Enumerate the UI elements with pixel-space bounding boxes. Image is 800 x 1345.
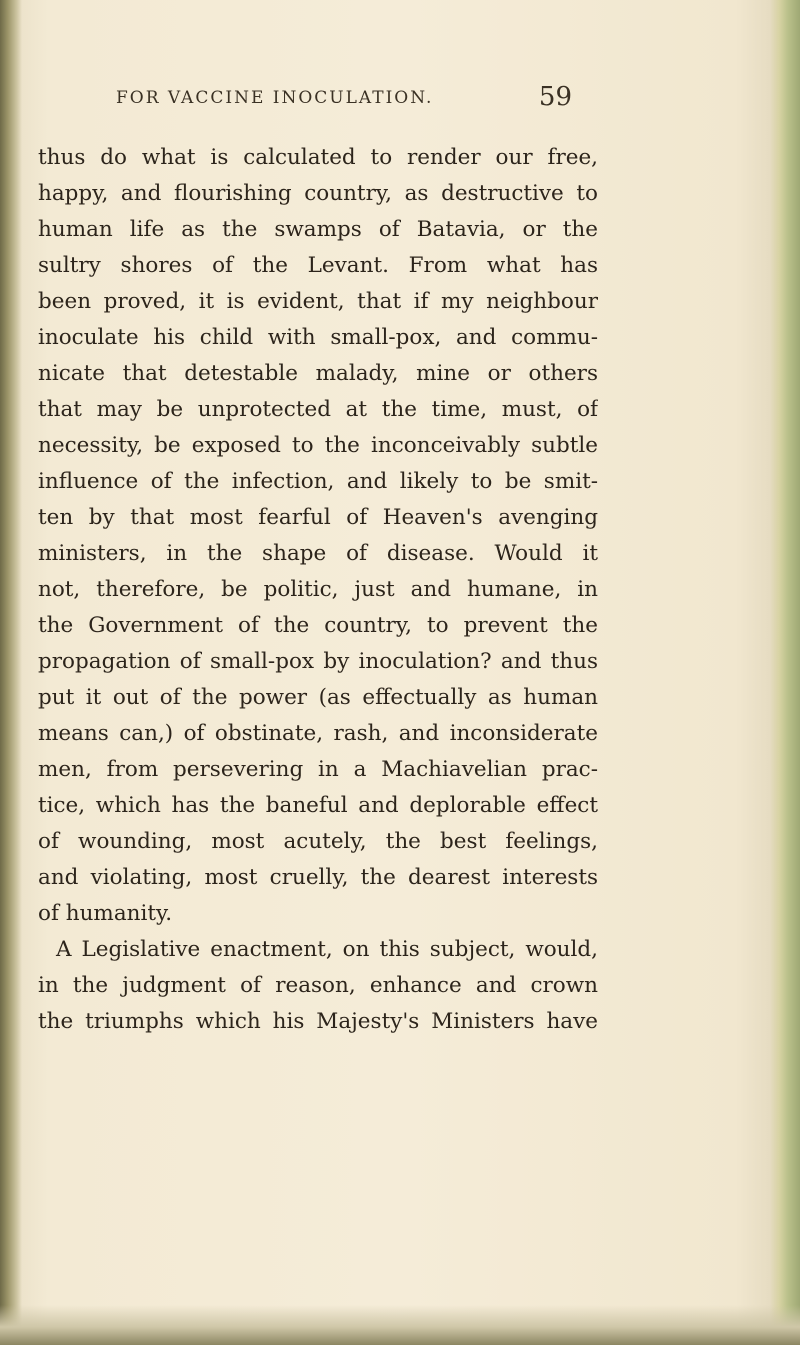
text-line: in the judgment of reason, enhance and crown xyxy=(38,973,598,998)
running-head-title: FOR VACCINE INOCULATION. xyxy=(116,88,434,108)
text-line: tice, which has the baneful and deplorable effect xyxy=(38,793,598,818)
text-line: nicate that detestable malady, mine or others xyxy=(38,361,598,386)
page-left-edge xyxy=(0,0,22,1345)
text-line: ten by that most fearful of Heaven's avenging xyxy=(38,505,598,530)
text-line: of wounding, most acutely, the best feelings, xyxy=(38,829,598,854)
text-line: happy, and flourishing country, as destructive to xyxy=(38,181,598,206)
text-line: influence of the infection, and likely to be smit- xyxy=(38,469,598,494)
text-line: the Government of the country, to prevent the xyxy=(38,613,598,638)
page-right-edge xyxy=(770,0,800,1345)
text-line: ministers, in the shape of disease. Would it xyxy=(38,541,598,566)
text-line: men, from persevering in a Machiavelian prac- xyxy=(38,757,598,782)
page-number: 59 xyxy=(538,82,572,112)
text-line: means can,) of obstinate, rash, and inconsiderate xyxy=(38,721,598,746)
text-line: propagation of small-pox by inoculation? and thus xyxy=(38,649,598,674)
text-line: human life as the swamps of Batavia, or the xyxy=(38,217,598,242)
text-line: that may be unprotected at the time, must, of xyxy=(38,397,598,422)
body-text xyxy=(38,140,598,1040)
page-bottom-edge xyxy=(0,1305,800,1345)
running-head xyxy=(116,82,572,116)
text-line: put it out of the power (as effectually as human xyxy=(38,685,598,710)
text-line: A Legislative enactment, on this subject, would, xyxy=(56,937,598,962)
text-line: sultry shores of the Levant. From what has xyxy=(38,253,598,278)
text-line: thus do what is calculated to render our free, xyxy=(38,145,598,170)
text-line: of humanity. xyxy=(38,901,173,926)
text-line: been proved, it is evident, that if my neighbour xyxy=(38,289,598,314)
text-line: not, therefore, be politic, just and humane, in xyxy=(38,577,598,602)
text-line: inoculate his child with small-pox, and commu- xyxy=(38,325,598,350)
text-line: the triumphs which his Majesty's Ministers have xyxy=(38,1009,598,1034)
text-line: and violating, most cruelly, the dearest interests xyxy=(38,865,598,890)
text-line: necessity, be exposed to the inconceivably subtle xyxy=(38,433,598,458)
